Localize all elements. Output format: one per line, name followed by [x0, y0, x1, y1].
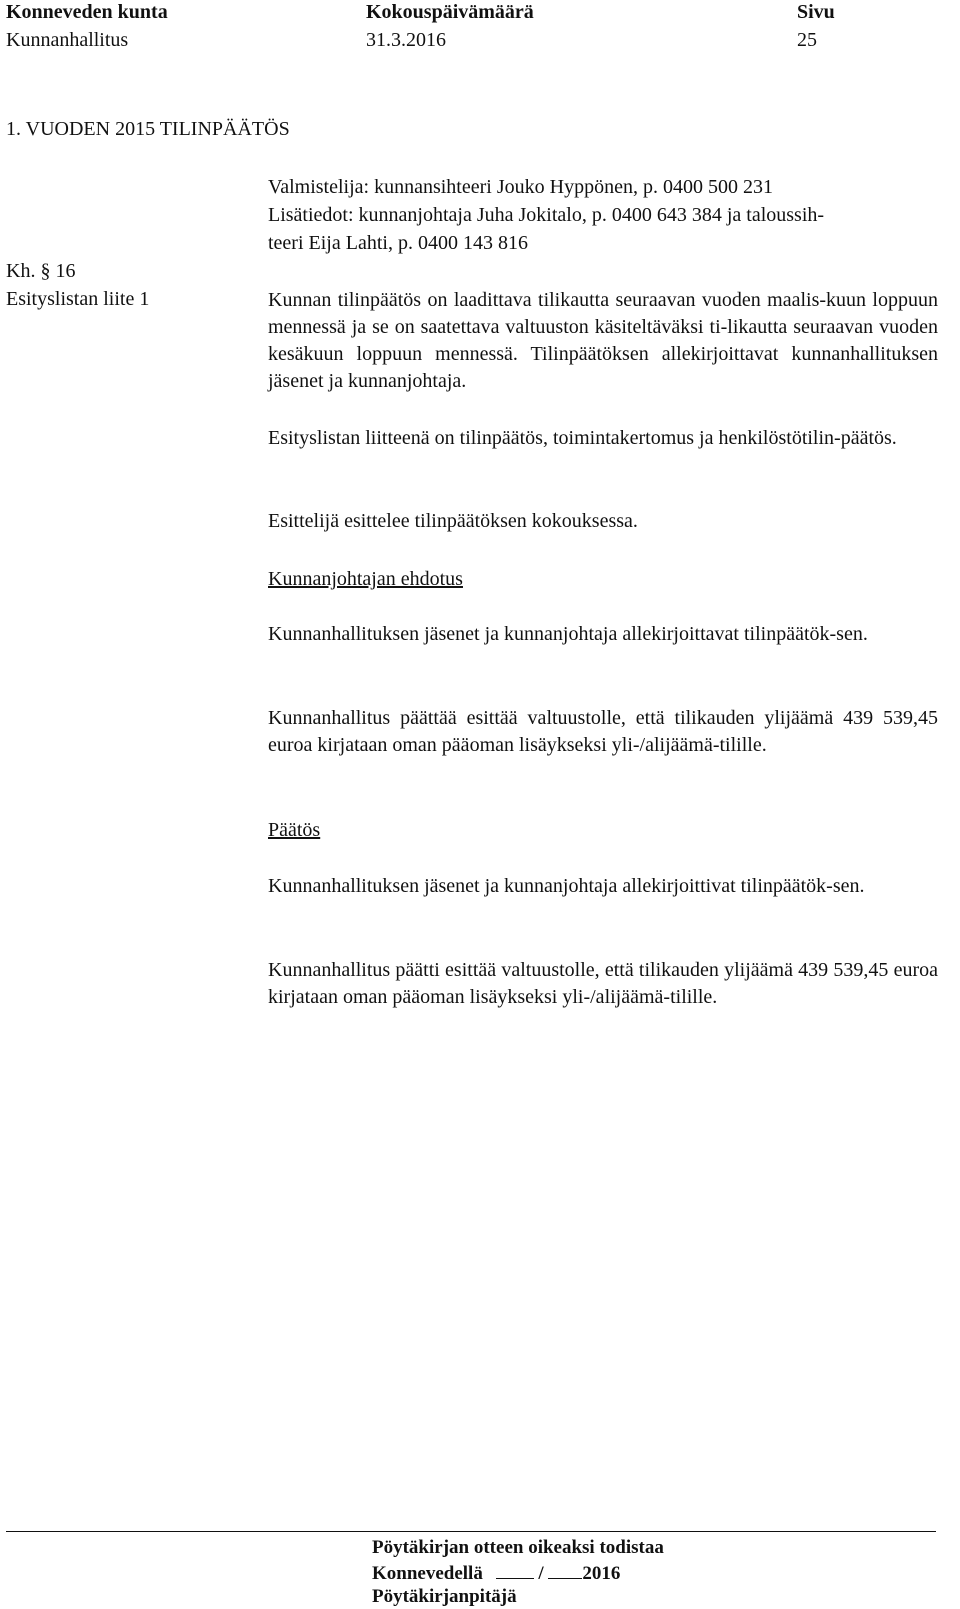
paragraph-decision-surplus: Kunnanhallitus päätti esittää valtuustolle, että tilikauden ylijäämä 439 539,45 euroa kirjataan oman pääoman lisäykseksi yli-/alijäämä-tilille. [268, 959, 938, 1008]
paragraph-deadline: Kunnan tilinpäätös on laadittava tilikautta seuraavan vuoden maalis-kuun loppuun mennessä ja se on saatettava valtuuston käsiteltäväksi ti-likautta seuraavan vuoden kesäkuun loppuun mennessä. Tilinpäätöksen allekirjoittavat kunnanhallituksen jäsenet ja kunnanjohtaja. [268, 289, 938, 392]
paragraph-presenter: Esittelijä esittelee tilinpäätöksen kokouksessa. [268, 510, 638, 532]
paragraph-decision-signing: Kunnanhallituksen jäsenet ja kunnanjohtaja allekirjoittivat tilinpäätök-sen. [268, 875, 865, 897]
footer-place: Konnevedellä [372, 1563, 483, 1584]
info-line-cont: teeri Eija Lahti, p. 0400 143 816 [268, 232, 528, 254]
info-line: Lisätiedot: kunnanjohtaja Juha Jokitalo, p. 0400 643 384 ja taloussih- [268, 204, 825, 226]
paragraph-attachments: Esityslistan liitteenä on tilinpäätös, toimintakertomus ja henkilöstötilin-päätös. [268, 427, 897, 449]
paragraph-proposal-surplus: Kunnanhallitus päättää esittää valtuustolle, että tilikauden ylijäämä 439 539,45 euroa kirjataan oman pääoman lisäykseksi yli-/alijäämä-tilille. [268, 707, 938, 756]
date-label: Kokouspäivämäärä [366, 1, 534, 23]
attachment-label: Esityslistan liite 1 [6, 288, 150, 310]
decision-heading: Päätös [268, 819, 321, 841]
org-name: Konneveden kunta [6, 1, 168, 23]
proposal-heading: Kunnanjohtajan ehdotus [268, 568, 463, 590]
day-blank [496, 1560, 534, 1579]
preparer-line: Valmistelija: kunnansihteeri Jouko Hyppönen, p. 0400 500 231 [268, 176, 773, 198]
page-title: 1. VUODEN 2015 TILINPÄÄTÖS [6, 118, 290, 140]
footer-separator: / [538, 1563, 544, 1584]
paragraph-proposal-signing: Kunnanhallituksen jäsenet ja kunnanjohtaja allekirjoittavat tilinpäätök-sen. [268, 623, 868, 645]
meeting-date: 31.3.2016 [366, 29, 446, 51]
month-blank [548, 1560, 582, 1579]
footer-certification: Pöytäkirjan otteen oikeaksi todistaa [372, 1537, 664, 1558]
page-number: 25 [797, 29, 817, 51]
footer-recorder: Pöytäkirjanpitäjä [372, 1586, 517, 1607]
body-name: Kunnanhallitus [6, 29, 129, 51]
footer-year: 2016 [582, 1563, 621, 1584]
page-label: Sivu [797, 1, 835, 23]
section-number: Kh. § 16 [6, 260, 76, 282]
footer-place-date [372, 1560, 620, 1586]
footer-divider [6, 1531, 936, 1532]
